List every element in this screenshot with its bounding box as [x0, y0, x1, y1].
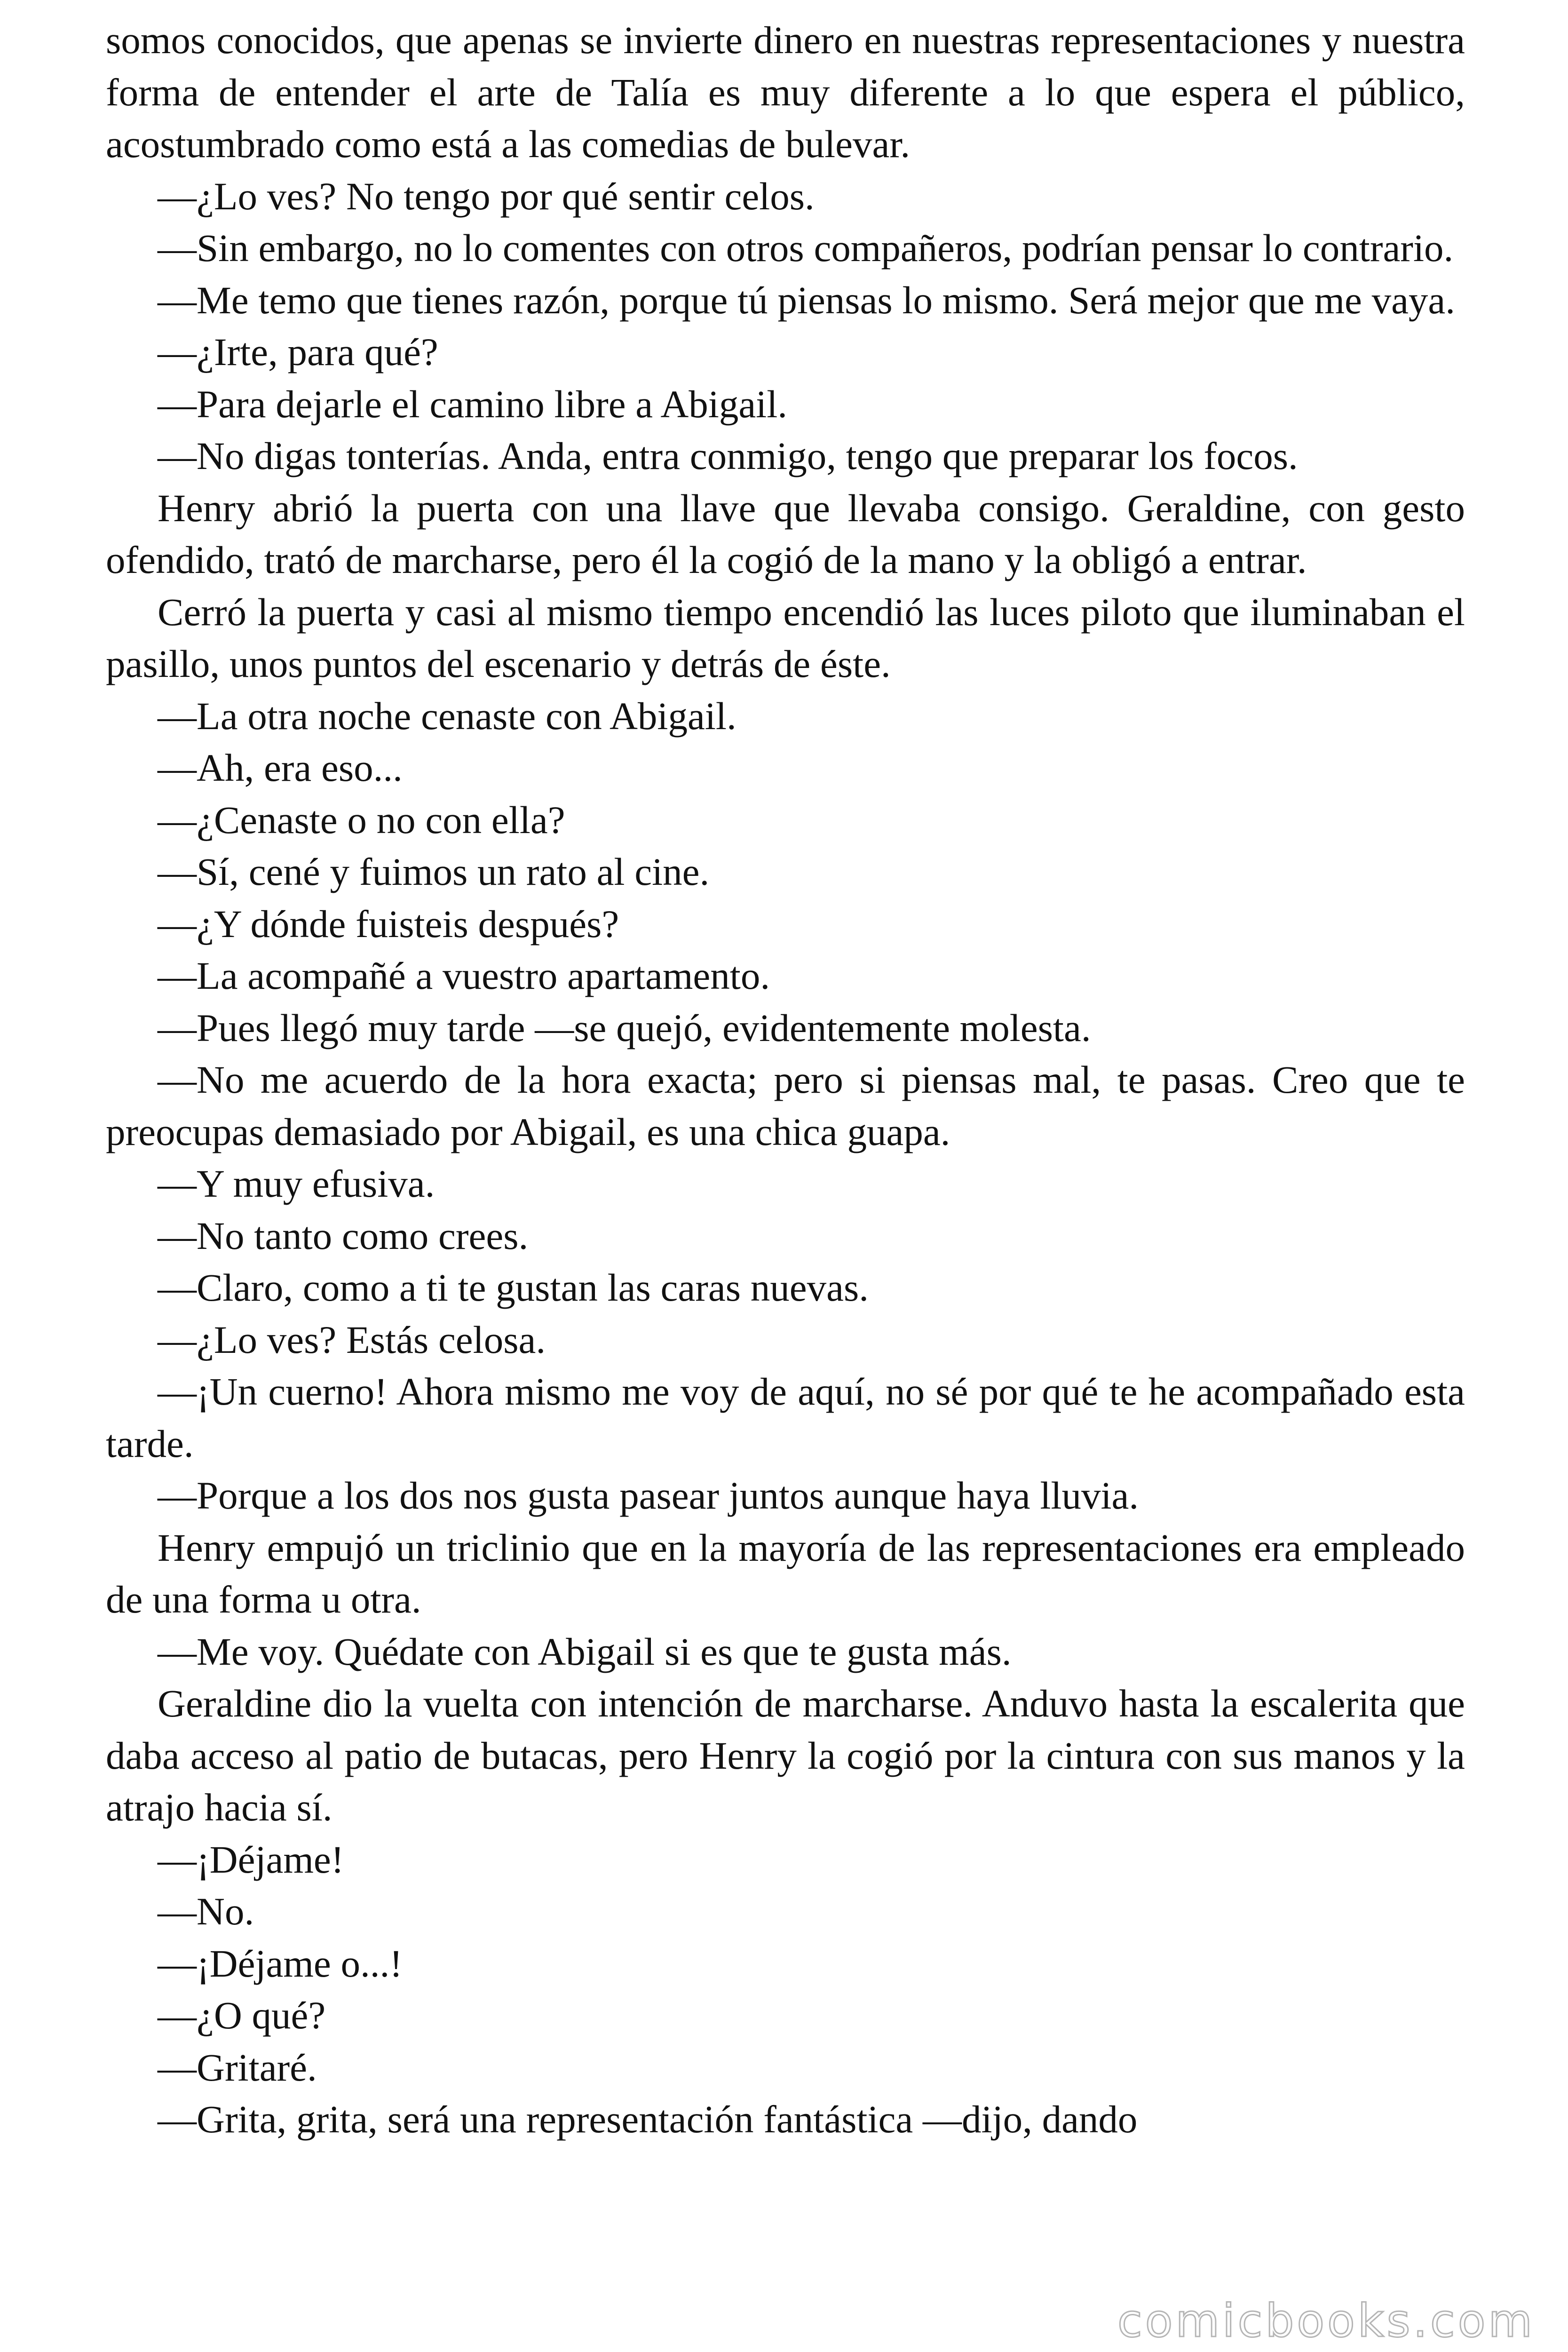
paragraph: —¡Un cuerno! Ahora mismo me voy de aquí, no sé por qué te he acompañado esta tarde. — [106, 1370, 1465, 1465]
paragraph: —Sin embargo, no lo comentes con otros compañeros, podrían pensar lo contrario. — [158, 226, 1454, 270]
paragraph: —¿Lo ves? Estás celosa. — [158, 1318, 546, 1361]
paragraph: —Sí, cené y fuimos un rato al cine. — [158, 850, 710, 893]
paragraph: Henry empujó un triclinio que en la mayoría de las representaciones era empleado de una forma u otra. — [106, 1526, 1465, 1621]
paragraph: —¿Cenaste o no con ella? — [158, 798, 565, 842]
paragraph: Geraldine dio la vuelta con intención de marcharse. Anduvo hasta la escalerita que daba acceso al patio de butacas, pero Henry la cogió por la cintura con sus manos y la atrajo hacia sí. — [106, 1682, 1465, 1829]
paragraph: —La acompañé a vuestro apartamento. — [158, 954, 770, 997]
paragraph: —¡Déjame o...! — [158, 1941, 403, 1985]
watermark: comicbooks.com — [1117, 2295, 1535, 2347]
paragraph: —No tanto como crees. — [158, 1214, 529, 1257]
paragraph: —¡Déjame! — [158, 1837, 344, 1881]
paragraph: —¿Lo ves? No tengo por qué sentir celos. — [158, 174, 815, 218]
paragraph: —Grita, grita, será una representación fantástica —dijo, dando — [158, 2098, 1138, 2141]
paragraph: —¿Irte, para qué? — [158, 330, 438, 373]
paragraph: —Gritaré. — [158, 2045, 317, 2089]
paragraph: somos conocidos, que apenas se invierte dinero en nuestras representaciones y nuestra forma de entender el arte de Talía es muy diferente a lo que espera el público, acostumbrado como está a las comedias de bulevar. — [106, 18, 1465, 166]
paragraph: —Pues llegó muy tarde —se quejó, evidentemente molesta. — [158, 1006, 1091, 1049]
paragraph: —No. — [158, 1890, 254, 1933]
paragraph: —Claro, como a ti te gustan las caras nuevas. — [158, 1266, 869, 1309]
paragraph: —Para dejarle el camino libre a Abigail. — [158, 382, 788, 426]
paragraph: —¿Y dónde fuisteis después? — [158, 902, 619, 946]
paragraph: —Ah, era eso... — [158, 746, 403, 789]
book-page-text — [106, 14, 1465, 2145]
paragraph: Cerró la puerta y casi al mismo tiempo encendió las luces piloto que iluminaban el pasillo, unos puntos del escenario y detrás de éste. — [106, 590, 1465, 685]
paragraph: —No digas tonterías. Anda, entra conmigo, tengo que preparar los focos. — [158, 434, 1298, 477]
paragraph: —Y muy efusiva. — [158, 1162, 435, 1205]
paragraph: —Porque a los dos nos gusta pasear juntos aunque haya lluvia. — [158, 1474, 1139, 1517]
paragraph: Henry abrió la puerta con una llave que llevaba consigo. Geraldine, con gesto ofendido, trató de marcharse, pero él la cogió de la mano y la obligó a entrar. — [106, 486, 1465, 581]
paragraph: —No me acuerdo de la hora exacta; pero si piensas mal, te pasas. Creo que te preocupas demasiado por Abigail, es una chica guapa. — [106, 1058, 1465, 1153]
paragraph: —Me voy. Quédate con Abigail si es que te gusta más. — [158, 1629, 1012, 1673]
paragraph: —¿O qué? — [158, 1994, 326, 2037]
paragraph: —Me temo que tienes razón, porque tú piensas lo mismo. Será mejor que me vaya. — [158, 278, 1456, 322]
paragraph: —La otra noche cenaste con Abigail. — [158, 694, 736, 738]
